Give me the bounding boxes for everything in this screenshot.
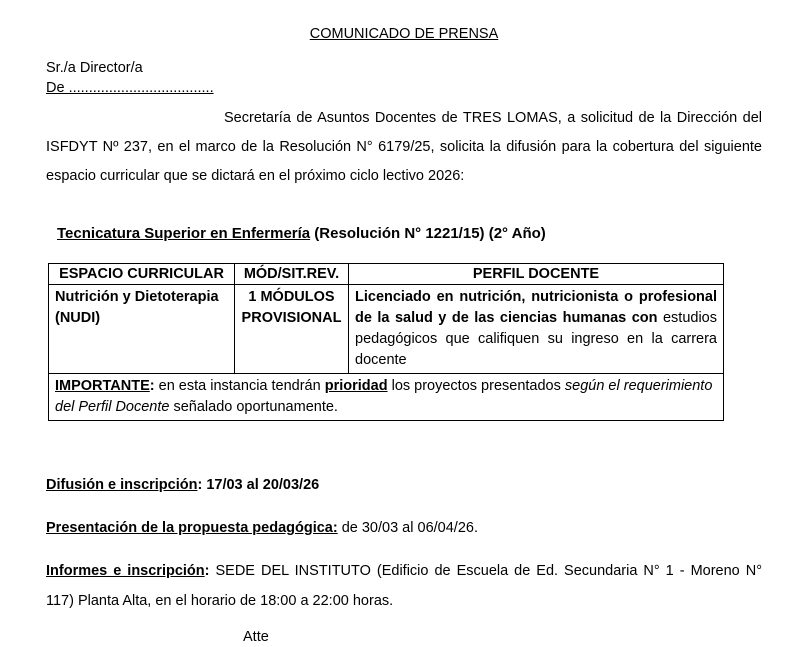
table-header-row — [49, 264, 724, 285]
intro-paragraph: Secretaría de Asuntos Docentes de TRES LOMAS, a solicitud de la Dirección del ISFDYT Nº 237, en el marco de la Resolución N° 6179/25, solicita la difusión para la cobertura del siguiente espacio curricular que se dictará en el próximo ciclo lectivo 2026: — [46, 110, 762, 184]
presentacion-value: de 30/03 al 06/04/26. — [337, 520, 478, 536]
cell-perfil-docente — [349, 285, 724, 374]
importante-label: IMPORTANTE — [55, 378, 150, 394]
presentacion-label: Presentación de la propuesta pedagógica: — [46, 520, 338, 536]
salutation-line: Sr./a Director/a — [46, 60, 143, 76]
importante-text-2: los proyectos presentados — [387, 378, 565, 394]
cell-importante — [49, 374, 724, 421]
importante-row — [49, 374, 724, 421]
importante-highlight: prioridad — [324, 378, 388, 394]
informes-label: Informes e inscripción — [46, 563, 205, 579]
table-header-mod-sit-rev: MÓD/SIT.REV. — [235, 264, 349, 285]
cell-modulos: 1 MÓDULOS PROVISIONAL — [235, 285, 349, 374]
vacancy-table — [48, 263, 724, 421]
importante-colon: : — [149, 378, 155, 394]
informes-line — [46, 556, 762, 616]
difusion-label: Difusión e inscripción — [46, 477, 198, 493]
informes-colon: : — [204, 563, 210, 579]
table-header-perfil-docente: PERFIL DOCENTE — [349, 264, 724, 285]
perfil-bold-text: Licenciado en nutrición, nutricionista o profesional de la salud y de las ciencias humanas con — [355, 289, 717, 326]
course-heading-details: (Resolución N° 1221/15) (2° Año) — [310, 225, 546, 242]
importante-italic-text: según el requerimiento del Perfil Docente — [55, 378, 713, 415]
document-title-text: COMUNICADO DE PRENSA — [309, 26, 499, 42]
cell-espacio-curricular: Nutrición y Dietoterapia (NUDI) — [49, 285, 235, 374]
informes-value: SEDE DEL INSTITUTO (Edificio de Escuela de Ed. Secundaria N° 1 - Moreno N° 117) Planta Alta, en el horario de 18:00 a 22:00 horas. — [46, 563, 762, 609]
course-heading-title: Tecnicatura Superior en Enfermería — [57, 225, 311, 242]
addressee-blank-line: De .................................... — [46, 80, 214, 96]
importante-text-1: en esta instancia tendrán — [154, 378, 325, 394]
closing-atte: Atte — [243, 629, 269, 645]
presentacion-line — [46, 518, 762, 538]
course-heading — [46, 224, 762, 244]
importante-text-3: señalado oportunamente. — [169, 399, 338, 415]
difusion-line — [46, 475, 762, 495]
table-header-espacio-curricular: ESPACIO CURRICULAR — [49, 264, 235, 285]
table-row — [49, 285, 724, 374]
perfil-regular-text: estudios pedagógicos que califiquen su ingreso en la carrera docente — [355, 310, 717, 368]
document-title — [46, 24, 762, 44]
salutation-block — [46, 58, 762, 98]
difusion-value: : 17/03 al 20/03/26 — [197, 477, 320, 493]
